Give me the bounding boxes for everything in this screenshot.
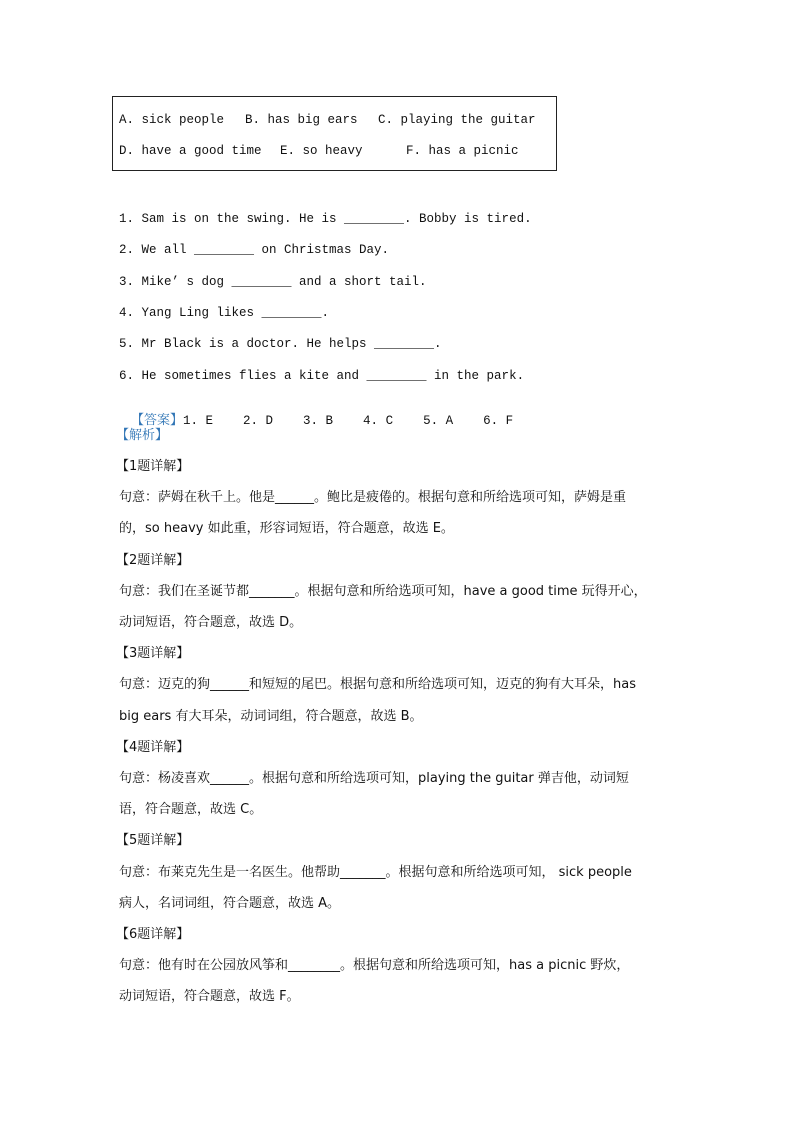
detail-line: 句意：迈克的狗______和短短的尾巴。根据句意和所给选项可知，迈克的狗有大耳朵，has (119, 677, 636, 693)
detail-line: 句意：布莱克先生是一名医生。他帮助_______。根据句意和所给选项可知， sick people (119, 864, 632, 880)
detail-heading-6: 【6题详解】 (116, 927, 190, 942)
detail-heading-5: 【5题详解】 (116, 833, 190, 849)
option-f: F. has a picnic (406, 144, 519, 158)
detail-line: 语，符合题意，故选 C。 (119, 802, 263, 818)
question-1: 1. Sam is on the swing. He is ________. Bobby is tired. (119, 212, 532, 226)
detail-line: 动词短语，符合题意，故选 D。 (119, 615, 303, 630)
question-4: 4. Yang Ling likes ________. (119, 306, 330, 320)
detail-line: 动词短语，符合题意，故选 F。 (119, 989, 300, 1005)
options-box (112, 96, 557, 171)
detail-line: 句意：他有时在公园放风筝和________。根据句意和所给选项可知，has a picnic 野炊， (119, 958, 630, 974)
answer-text: 1. E 2. D 3. B 4. C 5. A 6. F (183, 414, 514, 428)
detail-heading-4: 【4题详解】 (116, 739, 190, 755)
option-e: E. so heavy (280, 144, 363, 158)
detail-line: 病人，名词词组，符合题意，故选 A。 (119, 895, 341, 911)
option-b: B. has big ears (245, 113, 358, 127)
detail-heading-3: 【3题详解】 (116, 646, 190, 662)
question-6: 6. He sometimes flies a kite and ________ in the park. (119, 369, 525, 383)
question-3: 3. Mike’ s dog ________ and a short tail. (119, 275, 427, 289)
analysis-label: 【解析】 (116, 428, 169, 443)
option-c: C. playing the guitar (378, 113, 536, 127)
detail-line: 句意：萨姆在秋千上。他是______。鲍比是疲倦的。根据句意和所给选项可知，萨姆是重 (119, 490, 627, 506)
detail-line: 句意：杨凌喜欢______。根据句意和所给选项可知，playing the guitar 弹吉他，动词短 (119, 771, 629, 786)
detail-heading-1: 【1题详解】 (116, 459, 190, 474)
detail-line: big ears 有大耳朵，动词词组，符合题意，故选 B。 (119, 708, 423, 724)
question-2: 2. We all ________ on Christmas Day. (119, 243, 390, 257)
answer-line (116, 397, 513, 429)
answer-label: 【答案】 (131, 413, 184, 428)
option-a: A. sick people (119, 113, 225, 127)
question-5: 5. Mr Black is a doctor. He helps ________. (119, 337, 442, 351)
detail-line: 句意：我们在圣诞节都_______。根据句意和所给选项可知，have a good time 玩得开心， (119, 583, 647, 599)
detail-heading-2: 【2题详解】 (116, 552, 190, 568)
detail-line: 的，so heavy 如此重，形容词短语，符合题意，故选 E。 (119, 521, 454, 537)
option-d: D. have a good time (119, 144, 262, 158)
